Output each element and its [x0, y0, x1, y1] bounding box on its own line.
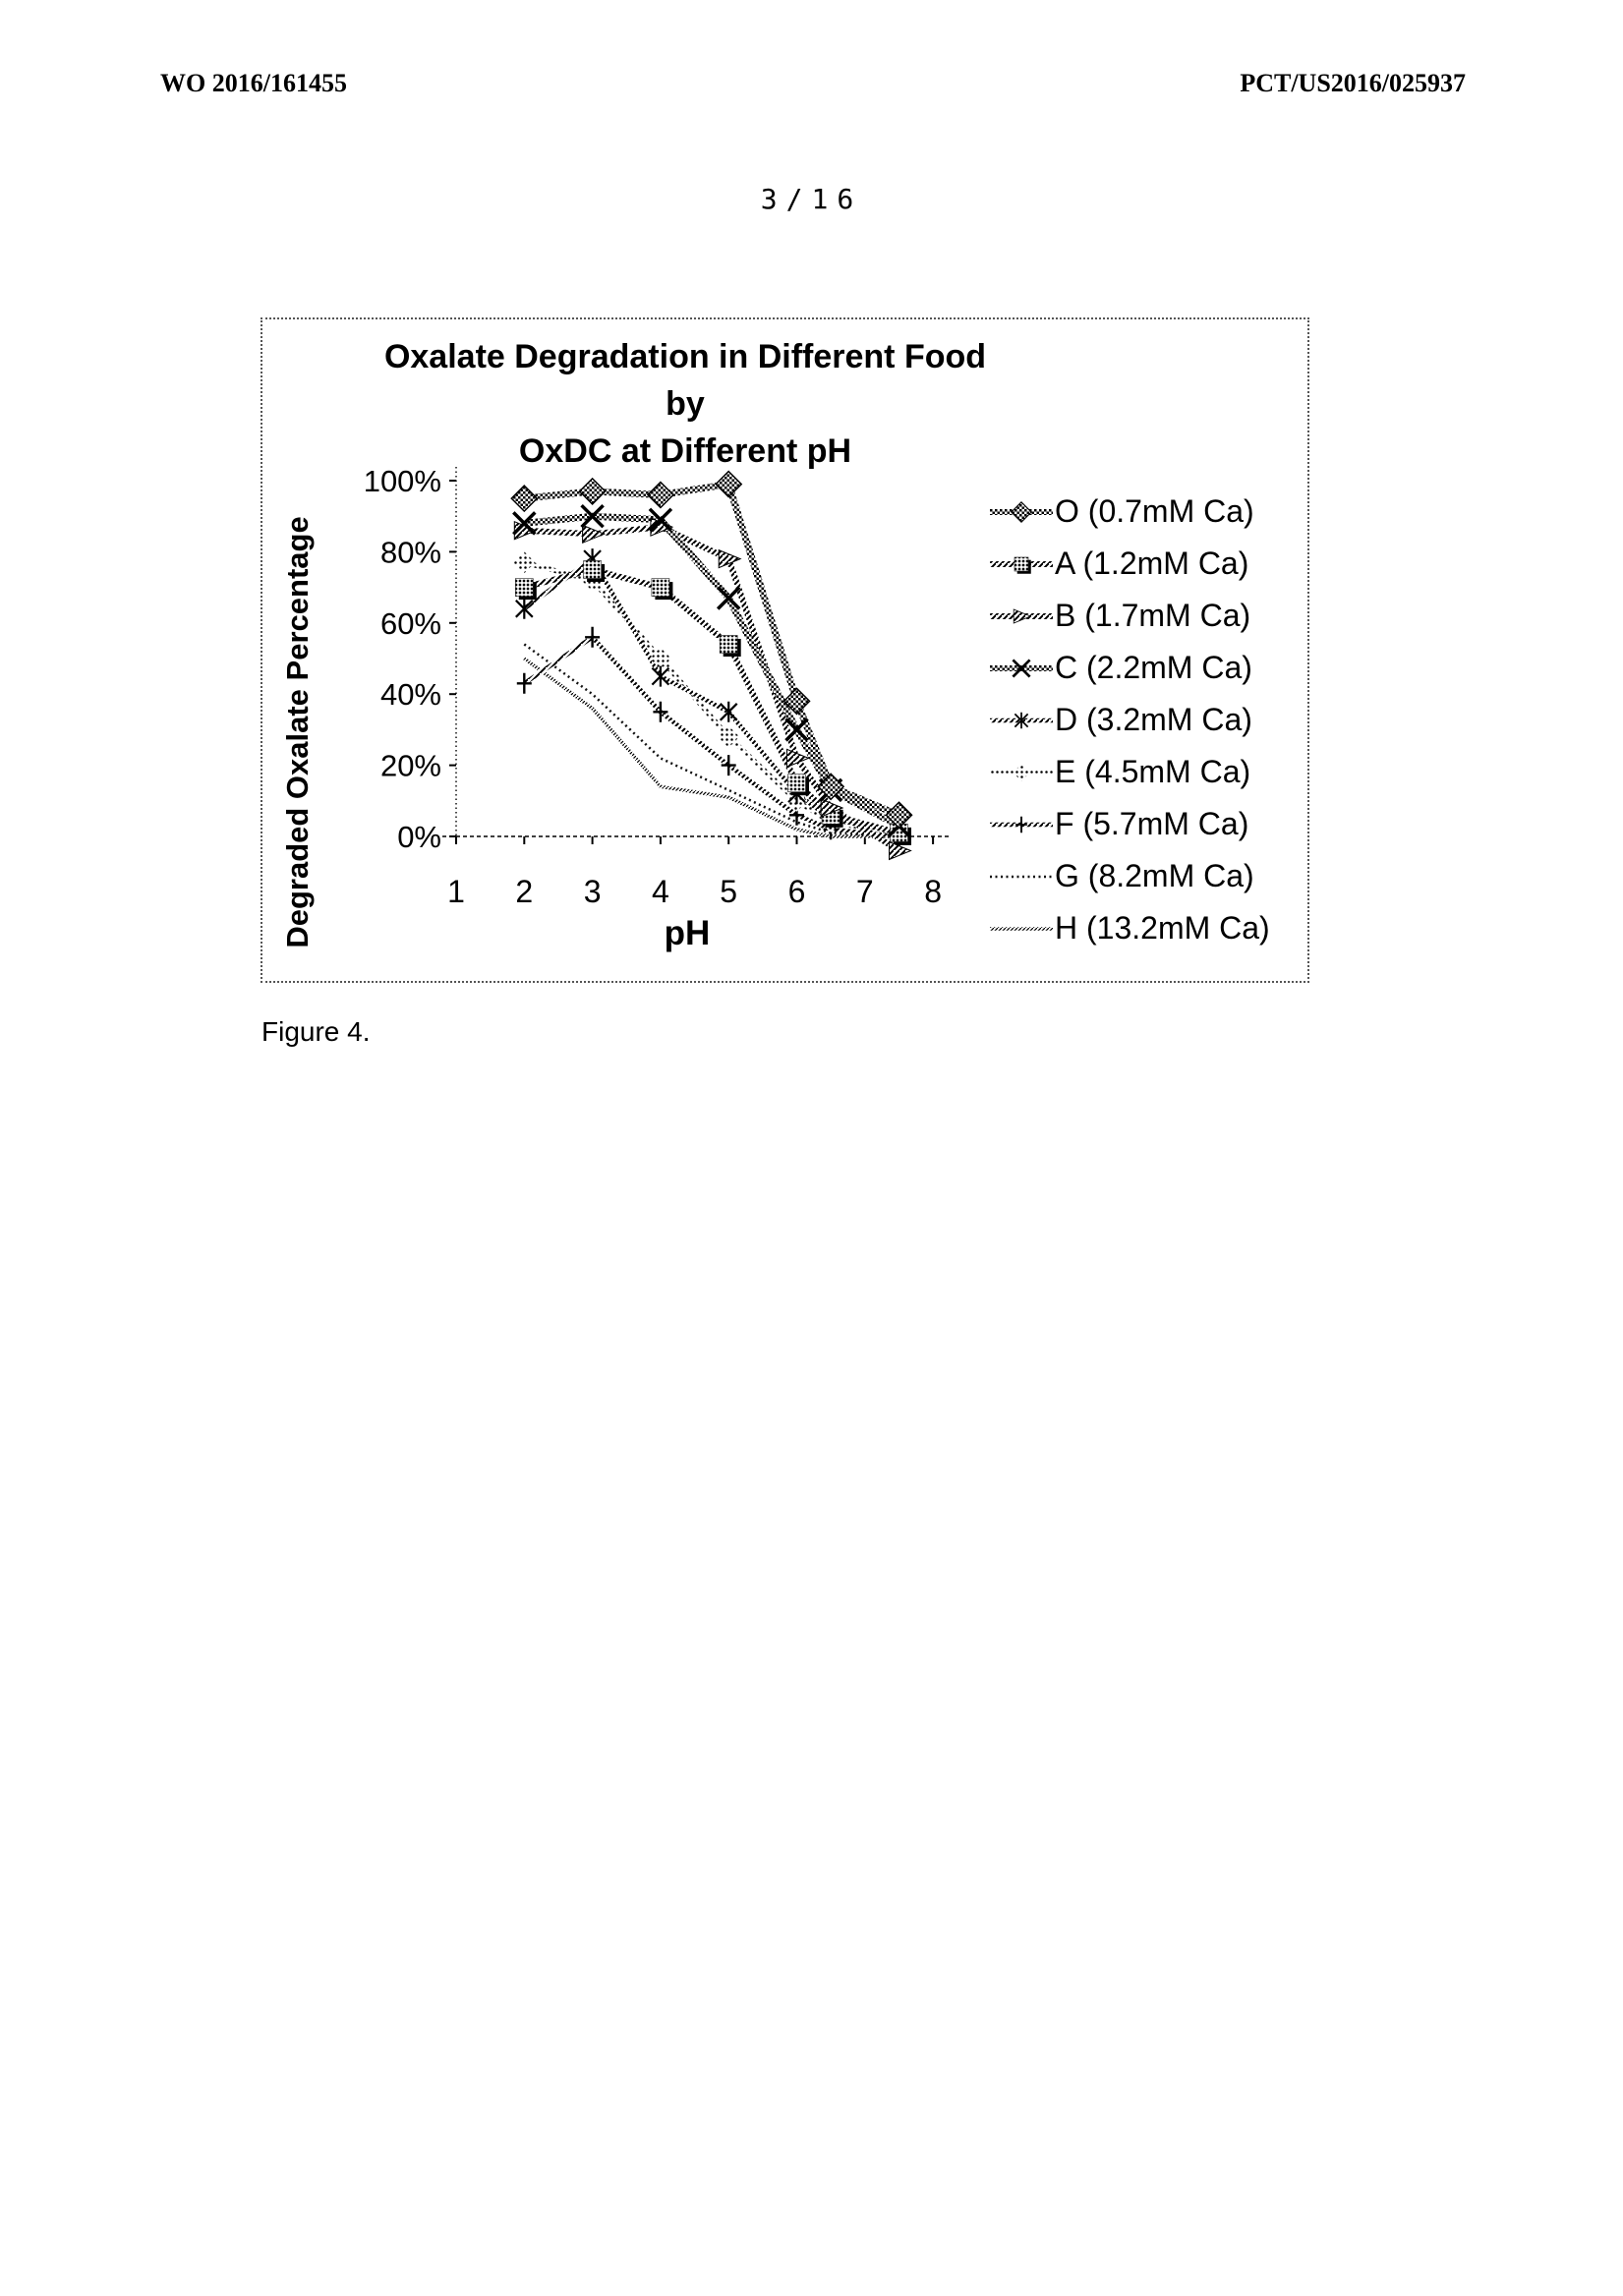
square-marker [515, 579, 533, 597]
legend-item-O [990, 486, 1270, 538]
legend-item-G [990, 850, 1270, 902]
series-F-line [524, 637, 898, 836]
y-tick-label: 20% [379, 748, 441, 783]
x-tick-label: 5 [720, 874, 738, 909]
legend-label-D: D (3.2mM Ca) [1055, 702, 1252, 737]
legend-label-E: E (4.5mM Ca) [1055, 754, 1251, 789]
figure-frame [261, 317, 1309, 983]
series-C-markers [513, 505, 909, 836]
chart-title-line2: OxDC at Different pH [518, 432, 852, 470]
legend-item-C [990, 642, 1270, 694]
legend-key-H [990, 916, 1053, 942]
diamond-marker [648, 483, 673, 508]
legend-item-F [990, 798, 1270, 850]
legend-label-G: G (8.2mM Ca) [1055, 858, 1254, 893]
asterisk-marker [721, 702, 737, 722]
figure-caption: Figure 4. [261, 1016, 371, 1047]
legend-key-A [990, 551, 1053, 577]
legend-label-H: H (13.2mM Ca) [1055, 910, 1270, 946]
legend-key-C [990, 656, 1053, 681]
legend-item-E [990, 746, 1270, 798]
x-marker [718, 588, 739, 609]
legend-key-G [990, 864, 1053, 890]
plus-marker [517, 673, 532, 694]
legend-item-D [990, 694, 1270, 746]
dotted-diamond-marker [513, 551, 535, 573]
diamond-marker [580, 479, 606, 504]
y-tick-label: 100% [363, 464, 441, 498]
legend-label-B: B (1.7mM Ca) [1055, 598, 1251, 633]
y-tick-label: 40% [379, 677, 441, 713]
legend-key-O [990, 499, 1053, 525]
series-B-markers [514, 518, 910, 859]
triangle-marker [583, 525, 605, 543]
diamond-marker [716, 472, 741, 497]
x-tick-label: 7 [855, 874, 874, 909]
series-C-line [524, 516, 898, 826]
header-publication-number: WO 2016/161455 [160, 69, 347, 97]
asterisk-marker [516, 599, 533, 619]
x-tick-label: 6 [787, 874, 806, 909]
square-marker [652, 579, 669, 597]
legend-item-B [990, 590, 1270, 642]
chart-title-line1: Oxalate Degradation in Different Food by [383, 338, 987, 423]
legend-key-B [990, 603, 1053, 629]
legend-label-C: C (2.2mM Ca) [1055, 650, 1252, 685]
square-marker [788, 775, 806, 792]
triangle-marker [1014, 608, 1030, 622]
square-marker [1014, 556, 1028, 570]
y-tick-label: 60% [379, 605, 441, 641]
chart-legend [990, 486, 1270, 954]
sheet-number: 3/16 [760, 183, 863, 215]
plus-marker [722, 755, 736, 775]
legend-item-H [990, 902, 1270, 954]
dotted-diamond-marker [1013, 764, 1029, 780]
square-marker [720, 636, 737, 654]
diamond-marker [1012, 501, 1031, 521]
legend-label-O: O (0.7mM Ca) [1055, 493, 1254, 529]
legend-item-A [990, 538, 1270, 590]
y-tick-label: 80% [379, 535, 441, 570]
legend-key-D [990, 708, 1053, 733]
legend-label-A: A (1.2mM Ca) [1055, 545, 1249, 581]
y-tick-label: 0% [397, 820, 441, 854]
plus-marker [1015, 816, 1027, 832]
chart-title [361, 333, 1010, 475]
x-tick-label: 4 [652, 874, 669, 909]
x-tick-label: 8 [924, 874, 942, 909]
legend-label-F: F (5.7mM Ca) [1055, 806, 1249, 841]
x-axis-label: pH [664, 914, 711, 952]
y-axis-label: Degraded Oxalate Percentage [280, 516, 315, 948]
asterisk-marker [652, 666, 668, 687]
x-tick-label: 2 [515, 874, 534, 909]
x-tick-label: 1 [447, 874, 465, 909]
square-marker [584, 561, 602, 579]
x-tick-label: 3 [583, 874, 602, 909]
legend-key-E [990, 760, 1053, 785]
diamond-marker [511, 486, 537, 511]
series-F-markers [517, 627, 906, 847]
legend-key-F [990, 812, 1053, 837]
header-application-number: PCT/US2016/025937 [1240, 69, 1466, 97]
